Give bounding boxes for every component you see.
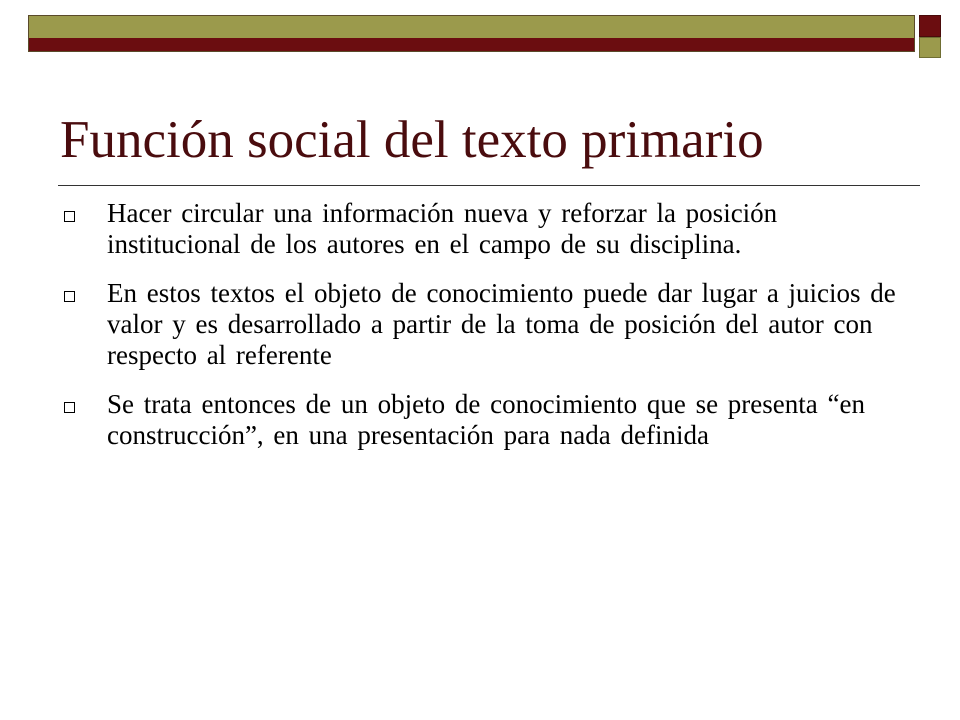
- header-band-maroon-stripe: [29, 38, 914, 52]
- corner-square-maroon: [919, 15, 941, 37]
- bullet-item: [56, 389, 896, 451]
- square-bullet-icon: [64, 211, 75, 222]
- bullet-item: [56, 278, 896, 371]
- slide-title: Función social del texto primario: [60, 111, 764, 169]
- bullet-text: Hacer circular una información nueva y reforzar la posición institucional de los autores en el campo de su disciplina.: [107, 198, 778, 259]
- square-bullet-icon: [64, 291, 75, 302]
- header-band-decoration: [28, 15, 915, 52]
- bullet-item: [56, 198, 896, 260]
- header-band-olive-stripe: [29, 16, 914, 38]
- title-divider: [58, 185, 920, 186]
- bullet-list: [56, 198, 896, 469]
- bullet-text: Se trata entonces de un objeto de conocimiento que se presenta “en construcción”, en una presentación para nada definida: [107, 389, 865, 450]
- corner-square-olive: [919, 37, 941, 58]
- square-bullet-icon: [64, 402, 75, 413]
- bullet-text: En estos textos el objeto de conocimiento puede dar lugar a juicios de valor y es desarrollado a partir de la toma de posición del autor con respecto al referente: [107, 278, 896, 370]
